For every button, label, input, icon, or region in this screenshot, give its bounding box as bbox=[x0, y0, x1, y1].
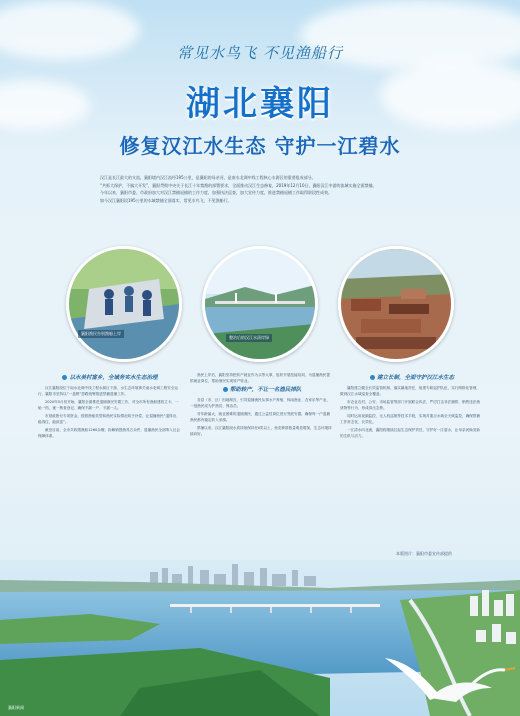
main-title: 湖北襄阳 bbox=[186, 84, 334, 124]
photo-fishermen-image bbox=[69, 249, 179, 359]
column-paragraph: 各县（市、区）因地制宜，引导退捕渔民从事水产养殖、休闲渔业、农家乐等产业，一批渔民成为护渔员、保洁员。 bbox=[190, 398, 330, 408]
bullet-icon bbox=[370, 375, 375, 380]
bullet-icon bbox=[223, 387, 228, 392]
photo-river-bridge-image bbox=[205, 249, 315, 359]
bullet-icon bbox=[62, 375, 67, 380]
corner-stamp: 襄阳新闻 bbox=[8, 705, 24, 710]
subtitle: 修复汉江水生态 守护一江碧水 bbox=[119, 134, 401, 158]
column-heading-text: 建立长制，全面守护汉江水生态 bbox=[376, 375, 454, 381]
column-paragraph: 截至目前，全市共收缴渔船1260余艘，拆解销毁渔具万余件，退捕渔民全部纳入社会保障体系。 bbox=[38, 428, 180, 438]
column-paragraph: 2020年5月初开始，襄阳全面推进退捕渔民安置工作，对全市所有渔船建档立卡，一船一档，逐一核查登记，确保不漏一户、不漏一人。 bbox=[38, 400, 179, 410]
photo-caption: 整治后的汉江水清岸绿 bbox=[226, 334, 272, 342]
column-paragraph: 市财政拨付专项资金，按照渔船类型和渔民实际情况给予补偿，让退捕渔民“退得出、稳得住、能致富”。 bbox=[38, 414, 180, 424]
column-heading-text: 以水美村富乡，全域务实水生态治理 bbox=[69, 375, 158, 381]
column-paragraph: 同时运用视频监控、无人机巡航等技术手段，实现对重点水域全天候监控，确保禁捕工作常态化、长效化。 bbox=[340, 414, 480, 424]
column-heading-text: 帮助转产，不让一名渔民掉队 bbox=[229, 387, 302, 393]
column-heading bbox=[38, 375, 180, 381]
column-heading bbox=[190, 387, 332, 393]
intro-paragraph: 汉江是长江最大的支流，襄阳境内汉江流经195公里，是襄阳的母亲河，是南水北调中线工程核心水源区的重要组成部分。 bbox=[100, 175, 316, 180]
column-3 bbox=[340, 372, 482, 441]
photo-dismantled-boats bbox=[338, 246, 454, 362]
intro-paragraph: 今年以来，襄阳市委、市政府加大对汉江禁捕退捕的工作力度，加强执法巡查，加大宣传力度，推进禁捕退捕工作取得阶段性成效。 bbox=[100, 190, 332, 195]
intro-paragraph: 如今汉江襄阳段195公里的水域禁捕全面落实，常见水鸟飞，不见渔船行。 bbox=[100, 197, 232, 203]
column-1 bbox=[38, 372, 180, 441]
photo-river-bridge bbox=[202, 246, 318, 362]
intro-paragraph: “共抓大保护，不搞大开发”，襄阳贯彻中央关于长江十年禁渔的部署要求，全面推动汉江生态修复，2019年12月10日，襄阳汉江中游的流域实施全面禁捕。 bbox=[100, 182, 377, 188]
photo-fishermen bbox=[66, 246, 182, 362]
column-paragraph: 一江清水向北流，襄阳将继续扛起生态保护责任，守护好一江碧水，让母亲河焕发新的生机与活力。 bbox=[340, 428, 480, 438]
river-panorama-image bbox=[0, 560, 520, 716]
slogan: 常见水鸟飞 不见渔船行 bbox=[177, 44, 343, 62]
column-paragraph: 襄阳建立健全长效监管机制，落实属地责任，组建专职巡护队伍，实行网格化管理，做到汉江水域巡查全覆盖。 bbox=[340, 386, 480, 396]
column-heading bbox=[340, 375, 482, 381]
photo-dismantled-boats-image bbox=[341, 249, 451, 359]
column-paragraph: 渔民上岸后，襄阳坚持把转产就业作为头等大事，组织开展技能培训，为退捕渔民提供就业岗位，帮助渔民实现转产转业。 bbox=[190, 373, 330, 383]
photo-credit: 本版图片：襄阳市委宣传部提供 bbox=[396, 551, 452, 556]
intro-text bbox=[92, 175, 432, 205]
photo-caption: 襄阳渔民告别渔船上岸 bbox=[78, 330, 124, 338]
column-paragraph: 市农业农村、公安、市场监管等部门开展联合执法，严厉打击非法捕捞、销售违法渔获物等行为，形成高压态势。 bbox=[340, 400, 480, 410]
column-2 bbox=[190, 372, 332, 439]
column-paragraph: 汉江襄阳段位于南水北调中线工程水源区下游，水生态环境事关南水北调工程安全运行，襄阳市坚持以“一盘棋”思路统筹推进禁捕退捕工作。 bbox=[38, 386, 178, 396]
column-paragraph: 禁捕以来，汉江襄阳段水质持续保持在Ⅱ类以上，鱼类种群数量明显增加，生态环境持续向好。 bbox=[190, 426, 332, 436]
column-paragraph: 对年龄偏大、就业困难的退捕渔民，通过公益性岗位进行兜底安置，确保每一户退捕渔民都有稳定收入来源。 bbox=[190, 412, 330, 422]
